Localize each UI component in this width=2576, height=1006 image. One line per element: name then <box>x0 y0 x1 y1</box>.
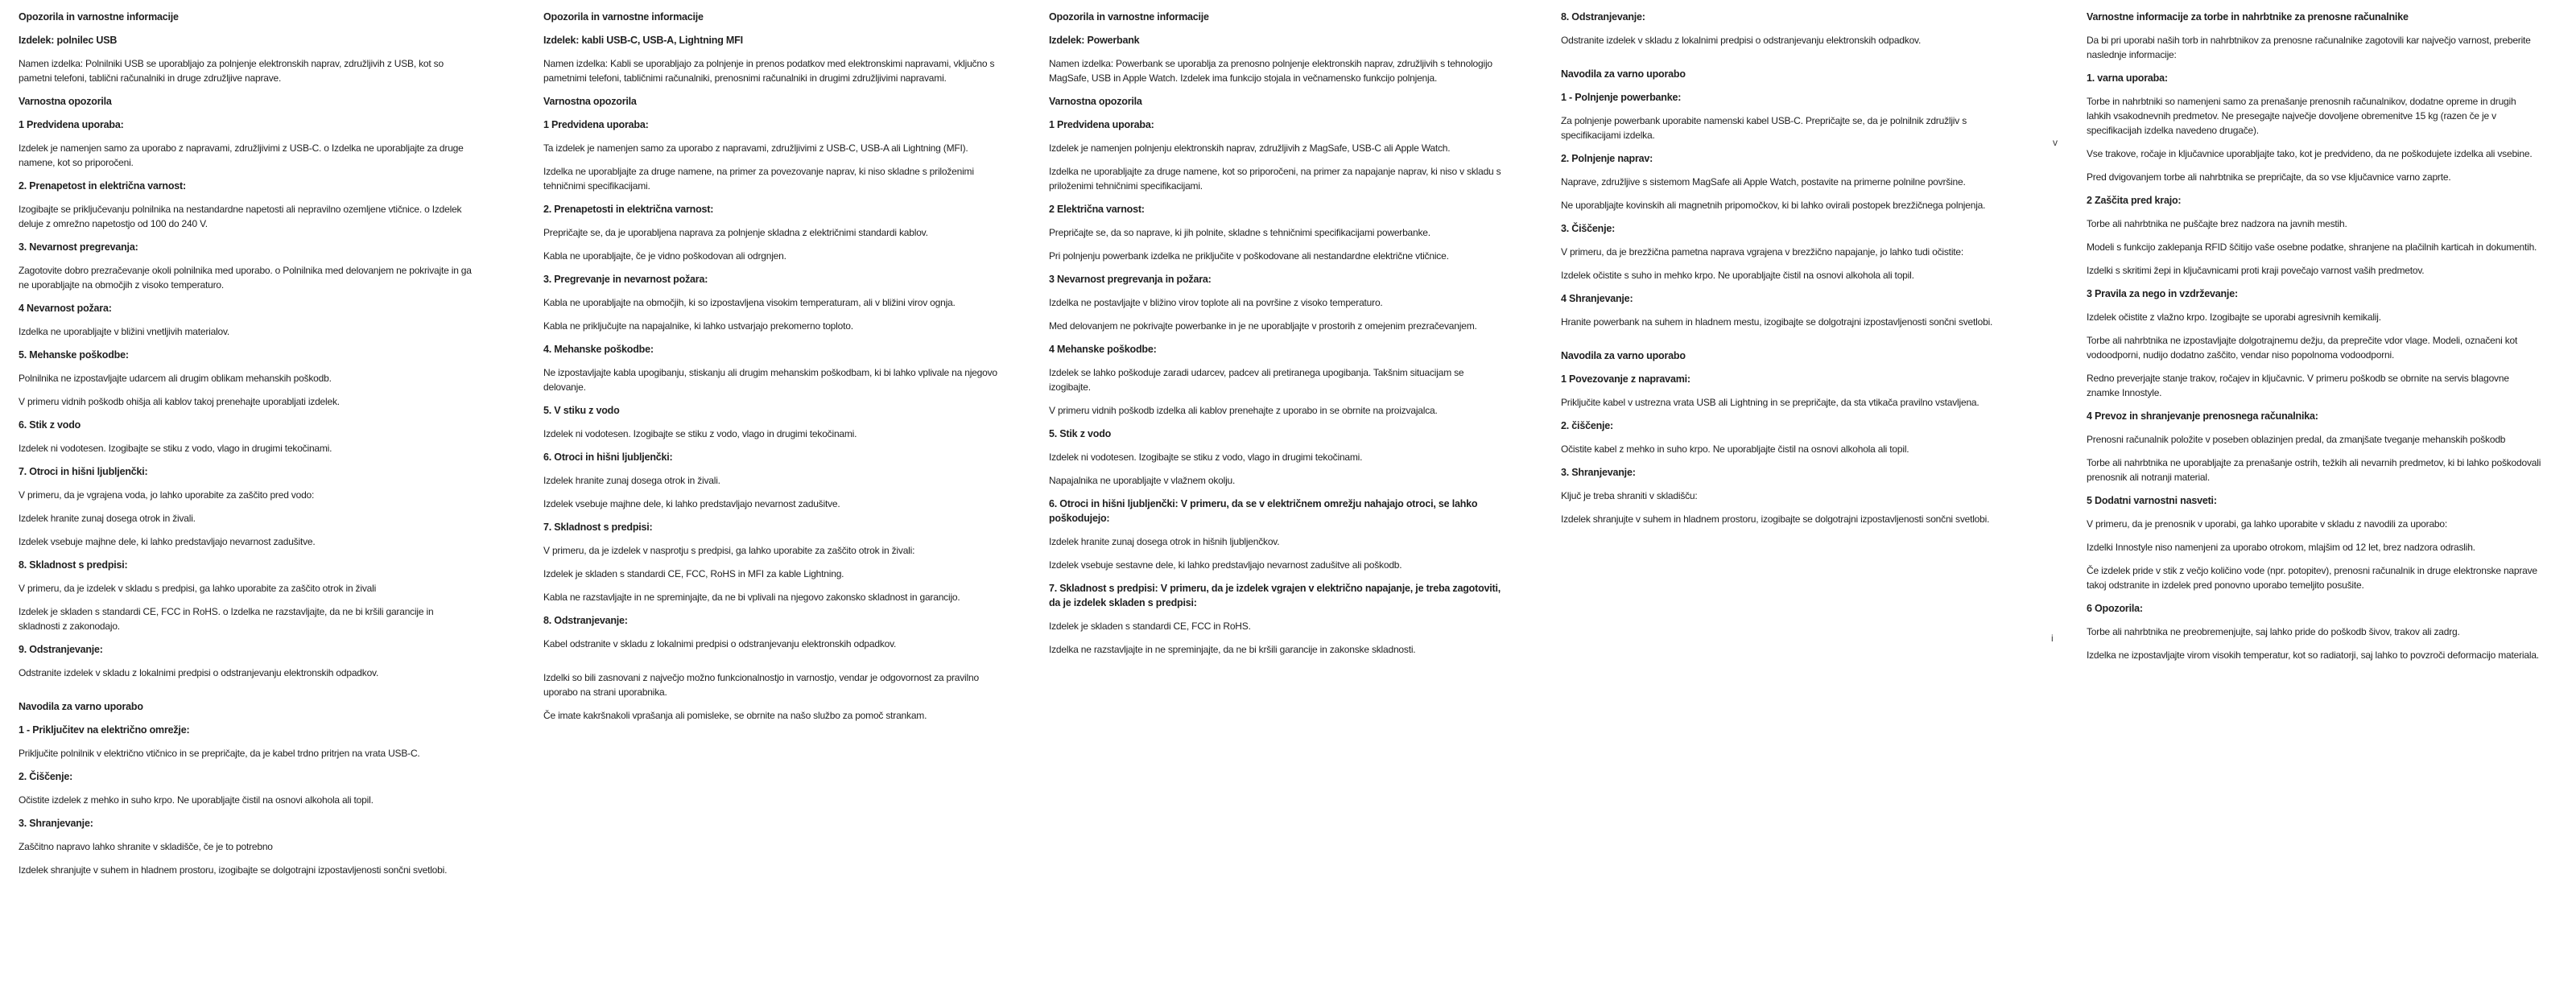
paragraph: Priključite kabel v ustrezna vrata USB ali Lightning in se prepričajte, da sta vtikača pravilno vstavljena. <box>1561 397 1979 408</box>
paragraph: Pri polnjenju powerbank izdelka ne priključite v poškodovane ali nestandardne električne vtičnice. <box>1049 250 1449 262</box>
heading: 6 Opozorila: <box>2087 603 2143 614</box>
heading: 3. Shranjevanje: <box>19 818 93 829</box>
paragraph: Za polnjenje powerbank uporabite namenski kabel USB-C. Prepričajte se, da je polnilnik združljiv s specifikacijami izdelka. <box>1561 115 1967 141</box>
heading: 2 Električna varnost: <box>1049 204 1145 215</box>
heading: Navodila za varno uporabo <box>19 701 143 712</box>
heading: 5 Dodatni varnostni nasveti: <box>2087 495 2217 506</box>
paragraph: V primeru vidnih poškodb ohišja ali kablov takoj prenehajte uporabljati izdelek. <box>19 396 340 407</box>
heading: 6. Stik z vodo <box>19 419 81 431</box>
column-powerbank-usage <box>1561 10 2017 535</box>
paragraph: Vse trakove, ročaje in ključavnice uporabljajte tako, kot je predvideno, da ne poškodujete izdelka ali vsebine. <box>2087 148 2533 159</box>
paragraph: Izdelek ni vodotesen. Izogibajte se stiku z vodo, vlago in drugimi tekočinami. <box>19 443 332 454</box>
paragraph: Ne izpostavljajte kabla upogibanju, stiskanju ali drugim mehanskim poškodbam, ki bi lahko vplivale na njegovo delovanje. <box>543 367 997 393</box>
heading: 6. Otroci in hišni ljubljenčki: <box>543 451 673 463</box>
column-laptop-bags <box>2087 10 2542 671</box>
heading: 5. Mehanske poškodbe: <box>19 349 129 361</box>
paragraph: Izdelki so bili zasnovani z največjo možno funkcionalnostjo in varnostjo, vendar je odgovornost za pravilno uporabo na strani uporabnika. <box>543 672 979 698</box>
paragraph: Prepričajte se, da je uporabljena naprava za polnjenje skladna z električnimi standardi kablov. <box>543 227 928 238</box>
paragraph: Pred dvigovanjem torbe ali nahrbtnika se prepričajte, da so vse ključavnice varno zaprte. <box>2087 171 2451 183</box>
paragraph: Napajalnika ne uporabljajte v vlažnem okolju. <box>1049 475 1236 486</box>
heading: 3 Nevarnost pregrevanja in požara: <box>1049 274 1212 285</box>
paragraph: Odstranite izdelek v skladu z lokalnimi predpisi o odstranjevanju elektronskih odpadkov. <box>1561 35 1922 46</box>
heading: Izdelek: Powerbank <box>1049 35 1140 46</box>
heading: Navodila za varno uporabo <box>1561 68 1686 80</box>
paragraph: Namen izdelka: Kabli se uporabljajo za polnjenje in prenos podatkov med elektronskimi napravami, vključno s pametnimi telefoni, tabličnimi računalniki, prenosnimi računalniki in drugimi združljivimi napravami. <box>543 58 995 84</box>
heading: 2 Zaščita pred krajo: <box>2087 195 2182 206</box>
paragraph: Naprave, združljive s sistemom MagSafe ali Apple Watch, postavite na primerne polnilne površine. <box>1561 176 1966 188</box>
heading: 5. Stik z vodo <box>1049 428 1112 439</box>
paragraph: Če izdelek pride v stik z večjo količino vode (npr. potopitev), prenosni računalnik in druge elektronske naprave takoj odstranite in izdelek pred ponovno uporabo temeljito posušite. <box>2087 565 2537 591</box>
paragraph: Hranite powerbank na suhem in hladnem mestu, izogibajte se dolgotrajni izpostavljenosti sončni svetlobi. <box>1561 316 1993 328</box>
paragraph: Kabel odstranite v skladu z lokalnimi predpisi o odstranjevanju elektronskih odpadkov. <box>543 638 897 649</box>
paragraph: Zaščitno napravo lahko shranite v skladišče, če je to potrebno <box>19 841 273 852</box>
paragraph: Kabla ne uporabljajte, če je vidno poškodovan ali odrgnjen. <box>543 250 786 262</box>
paragraph: Izdelek hranite zunaj dosega otrok in živali. <box>19 513 196 524</box>
paragraph: Izdelek shranjujte v suhem in hladnem prostoru, izogibajte se dolgotrajni izpostavljenosti sončni svetlobi. <box>1561 513 1990 525</box>
heading: 8. Odstranjevanje: <box>543 615 628 626</box>
paragraph: Izdelka ne uporabljajte za druge namene, kot so priporočeni, na primer za napajanje naprav, ki niso v skladu s priloženimi tehničnimi specifikacijami. <box>1049 166 1501 192</box>
paragraph: Torbe ali nahrbtnika ne uporabljajte za prenašanje ostrih, težkih ali nevarnih predmetov, ki bi lahko poškodovali prenosnik ali notranji material. <box>2087 457 2541 483</box>
stray-mark: v <box>2053 137 2058 148</box>
paragraph: V primeru, da je izdelek v nasprotju s predpisi, ga lahko uporabite za zaščito otrok in živali: <box>543 545 915 556</box>
paragraph: Priključite polnilnik v električno vtičnico in se prepričajte, da je kabel trdno pritrjen na vrata USB-C. <box>19 748 420 759</box>
heading: 1 Predvidena uporaba: <box>19 119 124 130</box>
paragraph: Izdelek hranite zunaj dosega otrok in hišnih ljubljenčkov. <box>1049 536 1280 547</box>
heading: Varnostna opozorila <box>543 96 637 107</box>
paragraph: Izdelek je skladen s standardi CE, FCC in RoHS. o Izdelka ne razstavljajte, da ne bi kršili garancije in skladnosti z zakonodajo. <box>19 606 434 632</box>
paragraph: Odstranite izdelek v skladu z lokalnimi predpisi o odstranjevanju elektronskih odpadkov. <box>19 667 379 678</box>
paragraph: Izdelek se lahko poškoduje zaradi udarcev, padcev ali pretiranega upogibanja. Takšnim situacijam se izogibajte. <box>1049 367 1464 393</box>
heading: 3 Pravila za nego in vzdrževanje: <box>2087 288 2238 299</box>
paragraph: Izdelek vsebuje sestavne dele, ki lahko predstavljajo nevarnost zadušitve ali poškodb. <box>1049 559 1402 571</box>
paragraph: Izdelek ni vodotesen. Izogibajte se stiku z vodo, vlago in drugimi tekočinami. <box>543 428 857 439</box>
heading: 2. Čiščenje: <box>19 771 73 782</box>
heading: 1 Predvidena uporaba: <box>543 119 649 130</box>
paragraph: Izdelka ne postavljajte v bližino virov toplote ali na površine z visoko temperaturo. <box>1049 297 1383 308</box>
paragraph: Izdelek ni vodotesen. Izogibajte se stiku z vodo, vlago in drugimi tekočinami. <box>1049 451 1363 463</box>
heading: 7. Skladnost s predpisi: V primeru, da je izdelek vgrajen v električno napajanje, je treba zagotoviti, da je izdelek skladen s predpisi: <box>1049 583 1501 608</box>
heading: Navodila za varno uporabo <box>1561 350 1686 361</box>
paragraph: Med delovanjem ne pokrivajte powerbanke in je ne uporabljajte v prostorih z omejenim prezračevanjem. <box>1049 320 1477 332</box>
paragraph: Redno preverjajte stanje trakov, ročajev in ključavnic. V primeru poškodb se obrnite na servis blagovne znamke Innostyle. <box>2087 373 2509 398</box>
paragraph: Izogibajte se priključevanju polnilnika na nestandardne napetosti ali nepravilno ozemljene vtičnice. o Izdelek deluje z omrežno napetostjo od 100 do 240 V. <box>19 204 462 229</box>
heading: 8. Odstranjevanje: <box>1561 11 1645 23</box>
heading: 2. Prenapetost in električna varnost: <box>19 180 186 192</box>
heading: 1 - Priključitev na električno omrežje: <box>19 724 190 736</box>
heading: Varnostna opozorila <box>19 96 112 107</box>
paragraph: Izdelka ne uporabljajte za druge namene, na primer za povezovanje naprav, ki niso skladne s priloženimi tehničnimi specifikacijami. <box>543 166 974 192</box>
paragraph: Namen izdelka: Powerbank se uporablja za prenosno polnjenje elektronskih naprav, združljivih s tehnologijo MagSafe, USB in Apple Watch. Izdelek ima funkcijo stojala in večnamensko funkcijo polnjenja. <box>1049 58 1492 84</box>
paragraph: V primeru, da je brezžična pametna naprava vgrajena v brezžično napajanje, jo lahko tudi očistite: <box>1561 246 1964 258</box>
heading: 4 Shranjevanje: <box>1561 293 1633 304</box>
paragraph: V primeru, da je izdelek v skladu s predpisi, ga lahko uporabite za zaščito otrok in živali <box>19 583 377 594</box>
paragraph: Prenosni računalnik položite v poseben oblazinjen predal, da zmanjšate tveganje mehanskih poškodb <box>2087 434 2506 445</box>
paragraph: Izdelek je namenjen samo za uporabo z napravami, združljivimi z USB-C. o Izdelka ne uporabljajte za druge namene, kot so priporočeni. <box>19 142 464 168</box>
paragraph: Izdelka ne razstavljajte in ne spreminjajte, da ne bi kršili garancije in zakonske skladnosti. <box>1049 644 1416 655</box>
paragraph: Torbe in nahrbtniki so namenjeni samo za prenašanje prenosnih računalnikov, dodatne opreme in drugih lahkih vsakodnevnih predmetov. Ne presegajte največje dovoljene obremenitve 15 kg (razen če je v specifikacijah izdelka navedeno drugače). <box>2087 96 2516 136</box>
heading: Opozorila in varnostne informacije <box>19 11 179 23</box>
paragraph: Izdelek očistite s suho in mehko krpo. Ne uporabljajte čistil na osnovi alkohola ali topil. <box>1561 270 1914 281</box>
heading: 3. Pregrevanje in nevarnost požara: <box>543 274 708 285</box>
paragraph: V primeru, da je prenosnik v uporabi, ga lahko uporabite v skladu z navodili za uporabo: <box>2087 518 2448 530</box>
paragraph: Torbe ali nahrbtnika ne izpostavljajte dolgotrajnemu dežju, da preprečite vdor vlage. Modeli, označeni kot vodoodporni, nudijo dodatno zaščito, vendar niso popolnoma vodoodporni. <box>2087 335 2518 361</box>
paragraph: Prepričajte se, da so naprave, ki jih polnite, skladne s tehničnimi specifikacijami powerbanke. <box>1049 227 1430 238</box>
paragraph: Da bi pri uporabi naših torb in nahrbtnikov za prenosne računalnike zagotovili kar največjo varnost, preberite naslednje informacije: <box>2087 35 2531 60</box>
paragraph: Izdelek je skladen s standardi CE, FCC, RoHS in MFI za kable Lightning. <box>543 568 844 579</box>
paragraph: Izdelek hranite zunaj dosega otrok in živali. <box>543 475 720 486</box>
paragraph: Očistite izdelek z mehko in suho krpo. Ne uporabljajte čistil na osnovi alkohola ali topil. <box>19 794 374 806</box>
paragraph: Ne uporabljajte kovinskih ali magnetnih pripomočkov, ki bi lahko ovirali postopek brezžičnega polnjenja. <box>1561 200 1986 211</box>
paragraph: Kabla ne razstavljajte in ne spreminjajte, da ne bi vplivali na njegovo zakonsko skladnost in garancijo. <box>543 592 960 603</box>
heading: 9. Odstranjevanje: <box>19 644 103 655</box>
paragraph: Ključ je treba shraniti v skladišču: <box>1561 490 1698 501</box>
paragraph: Izdelki s skritimi žepi in ključavnicami proti kraji povečajo varnost vaših predmetov. <box>2087 265 2425 276</box>
column-cables <box>543 10 999 732</box>
paragraph: Ta izdelek je namenjen samo za uporabo z napravami, združljivimi z USB-C, USB-A ali Lightning (MFI). <box>543 142 968 154</box>
heading: Izdelek: polnilec USB <box>19 35 118 46</box>
paragraph: Izdelka ne izpostavljajte virom visokih temperatur, kot so radiatorji, saj lahko to povzroči deformacijo materiala. <box>2087 649 2539 661</box>
paragraph: Modeli s funkcijo zaklepanja RFID ščitijo vaše osebne podatke, shranjene na plačilnih karticah in dokumentih. <box>2087 241 2537 253</box>
heading: 7. Otroci in hišni ljubljenčki: <box>19 466 148 477</box>
heading: 2. Prenapetosti in električna varnost: <box>543 204 714 215</box>
heading: 4 Nevarnost požara: <box>19 303 112 314</box>
heading: 2. čiščenje: <box>1561 420 1614 431</box>
paragraph: Izdelek vsebuje majhne dele, ki lahko predstavljajo nevarnost zadušitve. <box>19 536 316 547</box>
heading: 3. Nevarnost pregrevanja: <box>19 241 138 253</box>
heading: 1. varna uporaba: <box>2087 72 2168 84</box>
heading: 3. Shranjevanje: <box>1561 467 1636 478</box>
paragraph: Izdelek shranjujte v suhem in hladnem prostoru, izogibajte se dolgotrajni izpostavljenosti sončni svetlobi. <box>19 864 448 876</box>
paragraph: Zagotovite dobro prezračevanje okoli polnilnika med uporabo. o Polnilnika med delovanjem ne pokrivajte in ga ne uporabljajte na območjih z visoko temperaturo. <box>19 265 472 291</box>
heading: Opozorila in varnostne informacije <box>543 11 704 23</box>
paragraph: Kabla ne priključujte na napajalnike, ki lahko ustvarjajo prekomerno toploto. <box>543 320 853 332</box>
heading: 2. Polnjenje naprav: <box>1561 153 1653 164</box>
heading: Varnostna opozorila <box>1049 96 1142 107</box>
heading: 4 Prevoz in shranjevanje prenosnega računalnika: <box>2087 410 2318 422</box>
column-powerbank <box>1049 10 1505 666</box>
heading: 3. Čiščenje: <box>1561 223 1616 234</box>
paragraph: Torbe ali nahrbtnika ne puščajte brez nadzora na javnih mestih. <box>2087 218 2347 229</box>
paragraph: Izdelek je namenjen polnjenju elektronskih naprav, združljivih z MagSafe, USB-C ali Apple Watch. <box>1049 142 1451 154</box>
stray-mark: i <box>2051 633 2054 644</box>
paragraph: Torbe ali nahrbtnika ne preobremenjujte, saj lahko pride do poškodb šivov, trakov ali zadrg. <box>2087 626 2460 637</box>
paragraph: Izdelek vsebuje majhne dele, ki lahko predstavljajo nevarnost zadušitve. <box>543 498 840 509</box>
paragraph: Namen izdelka: Polnilniki USB se uporabljajo za polnjenje elektronskih naprav, združljivih z USB, kot so pametni telefoni, tablični računalniki in druge združljive naprave. <box>19 58 444 84</box>
paragraph: Izdelek očistite z vlažno krpo. Izogibajte se uporabi agresivnih kemikalij. <box>2087 311 2381 323</box>
paragraph: Izdelka ne uporabljajte v bližini vnetljivih materialov. <box>19 326 230 337</box>
paragraph: Kabla ne uporabljajte na območjih, ki so izpostavljena visokim temperaturam, ali v bližini virov ognja. <box>543 297 956 308</box>
paragraph: Izdelek je skladen s standardi CE, FCC in RoHS. <box>1049 621 1251 632</box>
paragraph: Polnilnika ne izpostavljajte udarcem ali drugim oblikam mehanskih poškodb. <box>19 373 332 384</box>
heading: 6. Otroci in hišni ljubljenčki: V primeru, da se v električnem omrežju nahajajo otroci, se lahko poškodujejo: <box>1049 498 1478 524</box>
heading: 7. Skladnost s predpisi: <box>543 522 653 533</box>
paragraph: Očistite kabel z mehko in suho krpo. Ne uporabljajte čistil na osnovi alkohola ali topil. <box>1561 443 1909 455</box>
heading: 4 Mehanske poškodbe: <box>1049 344 1157 355</box>
heading: 1 Predvidena uporaba: <box>1049 119 1154 130</box>
column-usb-charger <box>19 10 474 886</box>
heading: Izdelek: kabli USB-C, USB-A, Lightning MFI <box>543 35 743 46</box>
heading: 1 Povezovanje z napravami: <box>1561 373 1690 385</box>
paragraph: Če imate kakršnakoli vprašanja ali pomisleke, se obrnite na našo službo za pomoč strankam. <box>543 710 927 721</box>
paragraph: V primeru vidnih poškodb izdelka ali kablov prenehajte z uporabo in se obrnite na proizvajalca. <box>1049 405 1438 416</box>
heading: 4. Mehanske poškodbe: <box>543 344 654 355</box>
heading: 8. Skladnost s predpisi: <box>19 559 128 571</box>
paragraph: Izdelki Innostyle niso namenjeni za uporabo otrokom, mlajšim od 12 let, brez nadzora odraslih. <box>2087 542 2475 553</box>
heading: 1 - Polnjenje powerbanke: <box>1561 92 1682 103</box>
paragraph: V primeru, da je vgrajena voda, jo lahko uporabite za zaščito pred vodo: <box>19 489 315 501</box>
heading: 5. V stiku z vodo <box>543 405 620 416</box>
heading: Varnostne informacije za torbe in nahrbtnike za prenosne računalnike <box>2087 11 2409 23</box>
heading: Opozorila in varnostne informacije <box>1049 11 1209 23</box>
